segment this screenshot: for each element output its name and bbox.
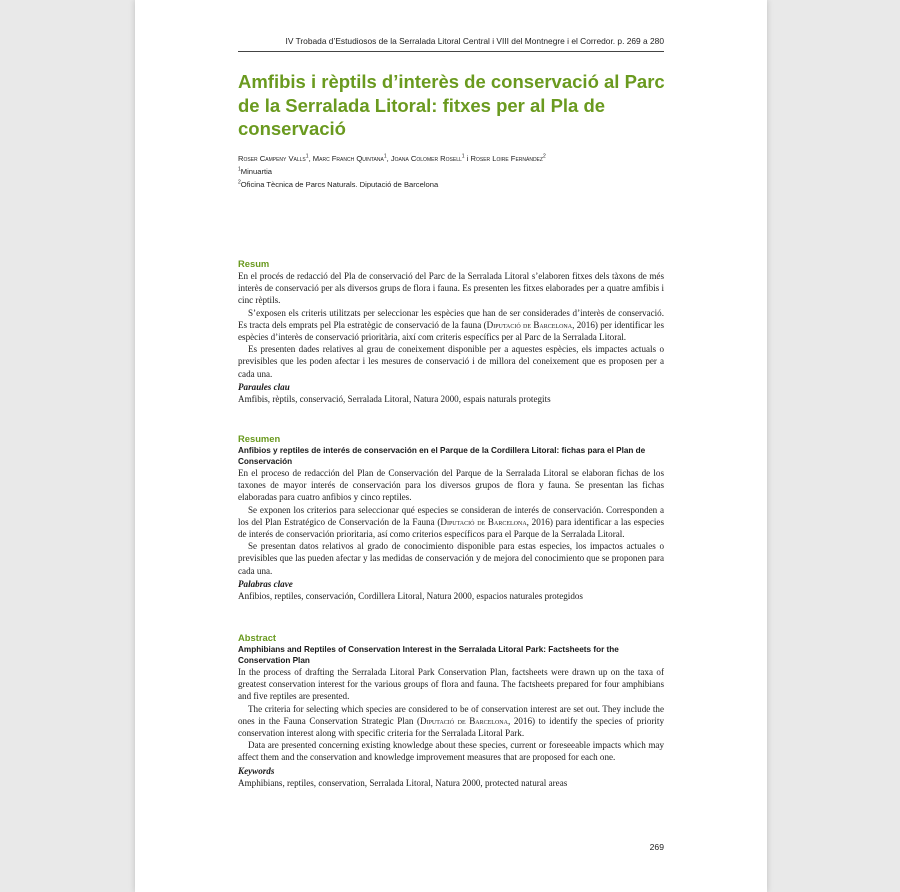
abstract-paragraph-3: Data are presented concerning existing knowledge about these species, current or foreseeable impacts which may affect them and the conservation and knowledge improvement measures that are proposed for each one. — [238, 740, 664, 763]
abstract-subtitle: Amphibians and Reptiles of Conservation Interest in the Serralada Litoral Park: Factsheets for the Conservation Plan — [238, 645, 619, 665]
running-head: IV Trobada d’Estudiosos de la Serralada Litoral Central i VIII del Montnegre i el Corredor. p. 269 a 280 — [285, 36, 664, 46]
author-affiliation-mark: 1 — [383, 153, 387, 160]
resumen-section — [238, 433, 664, 602]
author-separator: , — [308, 154, 313, 163]
author-affiliation-mark: 2 — [542, 153, 546, 160]
affiliation-text: Oficina Tècnica de Parcs Naturals. Diputació de Barcelona — [240, 180, 439, 189]
resumen-paragraph-2 — [238, 504, 664, 541]
text-run: , 2016) para identificar a las especies de interés de conservación prioritaria, así como criterios específicos para el Parque de la Serralada Litoral. — [238, 516, 664, 540]
affiliation — [238, 178, 668, 191]
page-number: 269 — [649, 842, 664, 852]
document-page — [135, 0, 767, 892]
text-run: The criteria for selecting which species are considered to be of conservation interest are set out. They include the ones in the Fauna Conservation Strategic Plan ( — [238, 703, 664, 726]
text-run: , 2016) to identify the species of priority conservation interest along with specific criteria for the Serralada Litoral Park. — [238, 715, 664, 739]
resumen-keywords-label: Palabras clave — [238, 578, 293, 589]
author-list — [238, 152, 668, 165]
affiliation-mark: 2 — [238, 179, 241, 186]
text-run: Se exponen los criterios para seleccionar qué especies se consideran de interés de conservación. Corresponden a los del Plan Estratégico de Conservación de la Fauna ( — [238, 504, 664, 527]
header-divider — [238, 51, 664, 52]
resum-paragraph-2 — [238, 307, 664, 344]
author-separator: , — [386, 154, 391, 163]
author-name: Roser Campeny Valls — [238, 154, 306, 163]
abstract-paragraph-2 — [238, 703, 664, 740]
affiliation-text: Minuartia — [240, 167, 273, 176]
author-name: Roser Loire Fernández — [470, 154, 543, 163]
affiliation-mark: 1 — [238, 166, 241, 173]
author-separator: i — [464, 154, 471, 163]
resum-paragraph-3: Es presenten dades relatives al grau de coneixement disponible per a aquestes espècies, els impactes actuals o previsibles que les poden afectar i les mesures de conservació i de millora del coneixement que es proposen per a cada una. — [238, 344, 664, 379]
abstract-paragraph-1: In the process of drafting the Serralada Litoral Park Conservation Plan, factsheets were drawn up on the taxa of greatest conservation interest for the various groups of flora and fauna. The factsheets prepared for four amphibians and five reptiles are presented. — [238, 667, 664, 702]
author-block — [238, 152, 668, 191]
text-run: S’exposen els criteris utilitzats per seleccionar les espècies que han de ser considerades d’interès de conservació. Es tracta dels emprats pel Pla estratègic de conservació de la fauna ( — [238, 307, 664, 330]
citation: Diputació de Barcelona — [420, 715, 508, 726]
text-run: , 2016) per identificar les espècies d’interès de conservació prioritària, així com criteris específics per al Parc de la Serralada Litoral. — [238, 319, 664, 343]
author-affiliation-mark: 1 — [461, 153, 465, 160]
affiliation — [238, 165, 668, 178]
resumen-keywords: Anfibios, reptiles, conservación, Cordillera Litoral, Natura 2000, espacios naturales protegidos — [238, 591, 583, 602]
resum-paragraph-1: En el procés de redacció del Pla de conservació del Parc de la Serralada Litoral s’elaboren fitxes dels tàxons de més interès de conservació per als diversos grups de flora i fauna. Es presenten les fitxes elaborades per a quatre amfibis i cinc rèptils. — [238, 271, 664, 306]
abstract-heading: Abstract — [238, 632, 277, 643]
article-title: Amfibis i rèptils d’interès de conservació al Parc de la Serralada Litoral: fitxes per al Pla de conservació — [238, 71, 665, 139]
abstract-keywords: Amphibians, reptiles, conservation, Serralada Litoral, Natura 2000, protected natural areas — [238, 777, 568, 788]
resum-keywords: Amfibis, rèptils, conservació, Serralada Litoral, Natura 2000, espais naturals protegits — [238, 394, 551, 405]
resum-heading: Resum — [238, 258, 270, 269]
resumen-paragraph-1: En el proceso de redacción del Plan de Conservación del Parque de la Serralada Litoral se elaboran fichas de los taxones de mayor interés de conservación para los diversos grupos de flora y fauna. Se presentan las fichas elaboradas para cuatro anfibios y cinco reptiles. — [238, 468, 664, 503]
resum-keywords-label: Paraules clau — [238, 381, 290, 392]
author-affiliation-mark: 1 — [305, 153, 309, 160]
resumen-heading: Resumen — [238, 433, 281, 444]
abstract-keywords-label: Keywords — [238, 765, 275, 776]
abstract-section — [238, 632, 664, 789]
author-name: Marc Franch Quintana — [312, 154, 384, 163]
resumen-subtitle: Anfibios y reptiles de interés de conservación en el Parque de la Cordillera Litoral: fichas para el Plan de Conservación — [238, 446, 646, 466]
resum-section — [238, 258, 664, 405]
citation: Diputació de Barcelona — [486, 319, 573, 330]
author-name: Joana Colomer Rosell — [390, 154, 462, 163]
citation: Diputació de Barcelona — [440, 516, 527, 527]
resumen-paragraph-3: Se presentan datos relativos al grado de conocimiento disponible para estas especies, los impactos actuales o previsibles que las pueden afectar y las medidas de conservación y de mejora del conocimiento que se proponen para cada una. — [238, 541, 664, 576]
